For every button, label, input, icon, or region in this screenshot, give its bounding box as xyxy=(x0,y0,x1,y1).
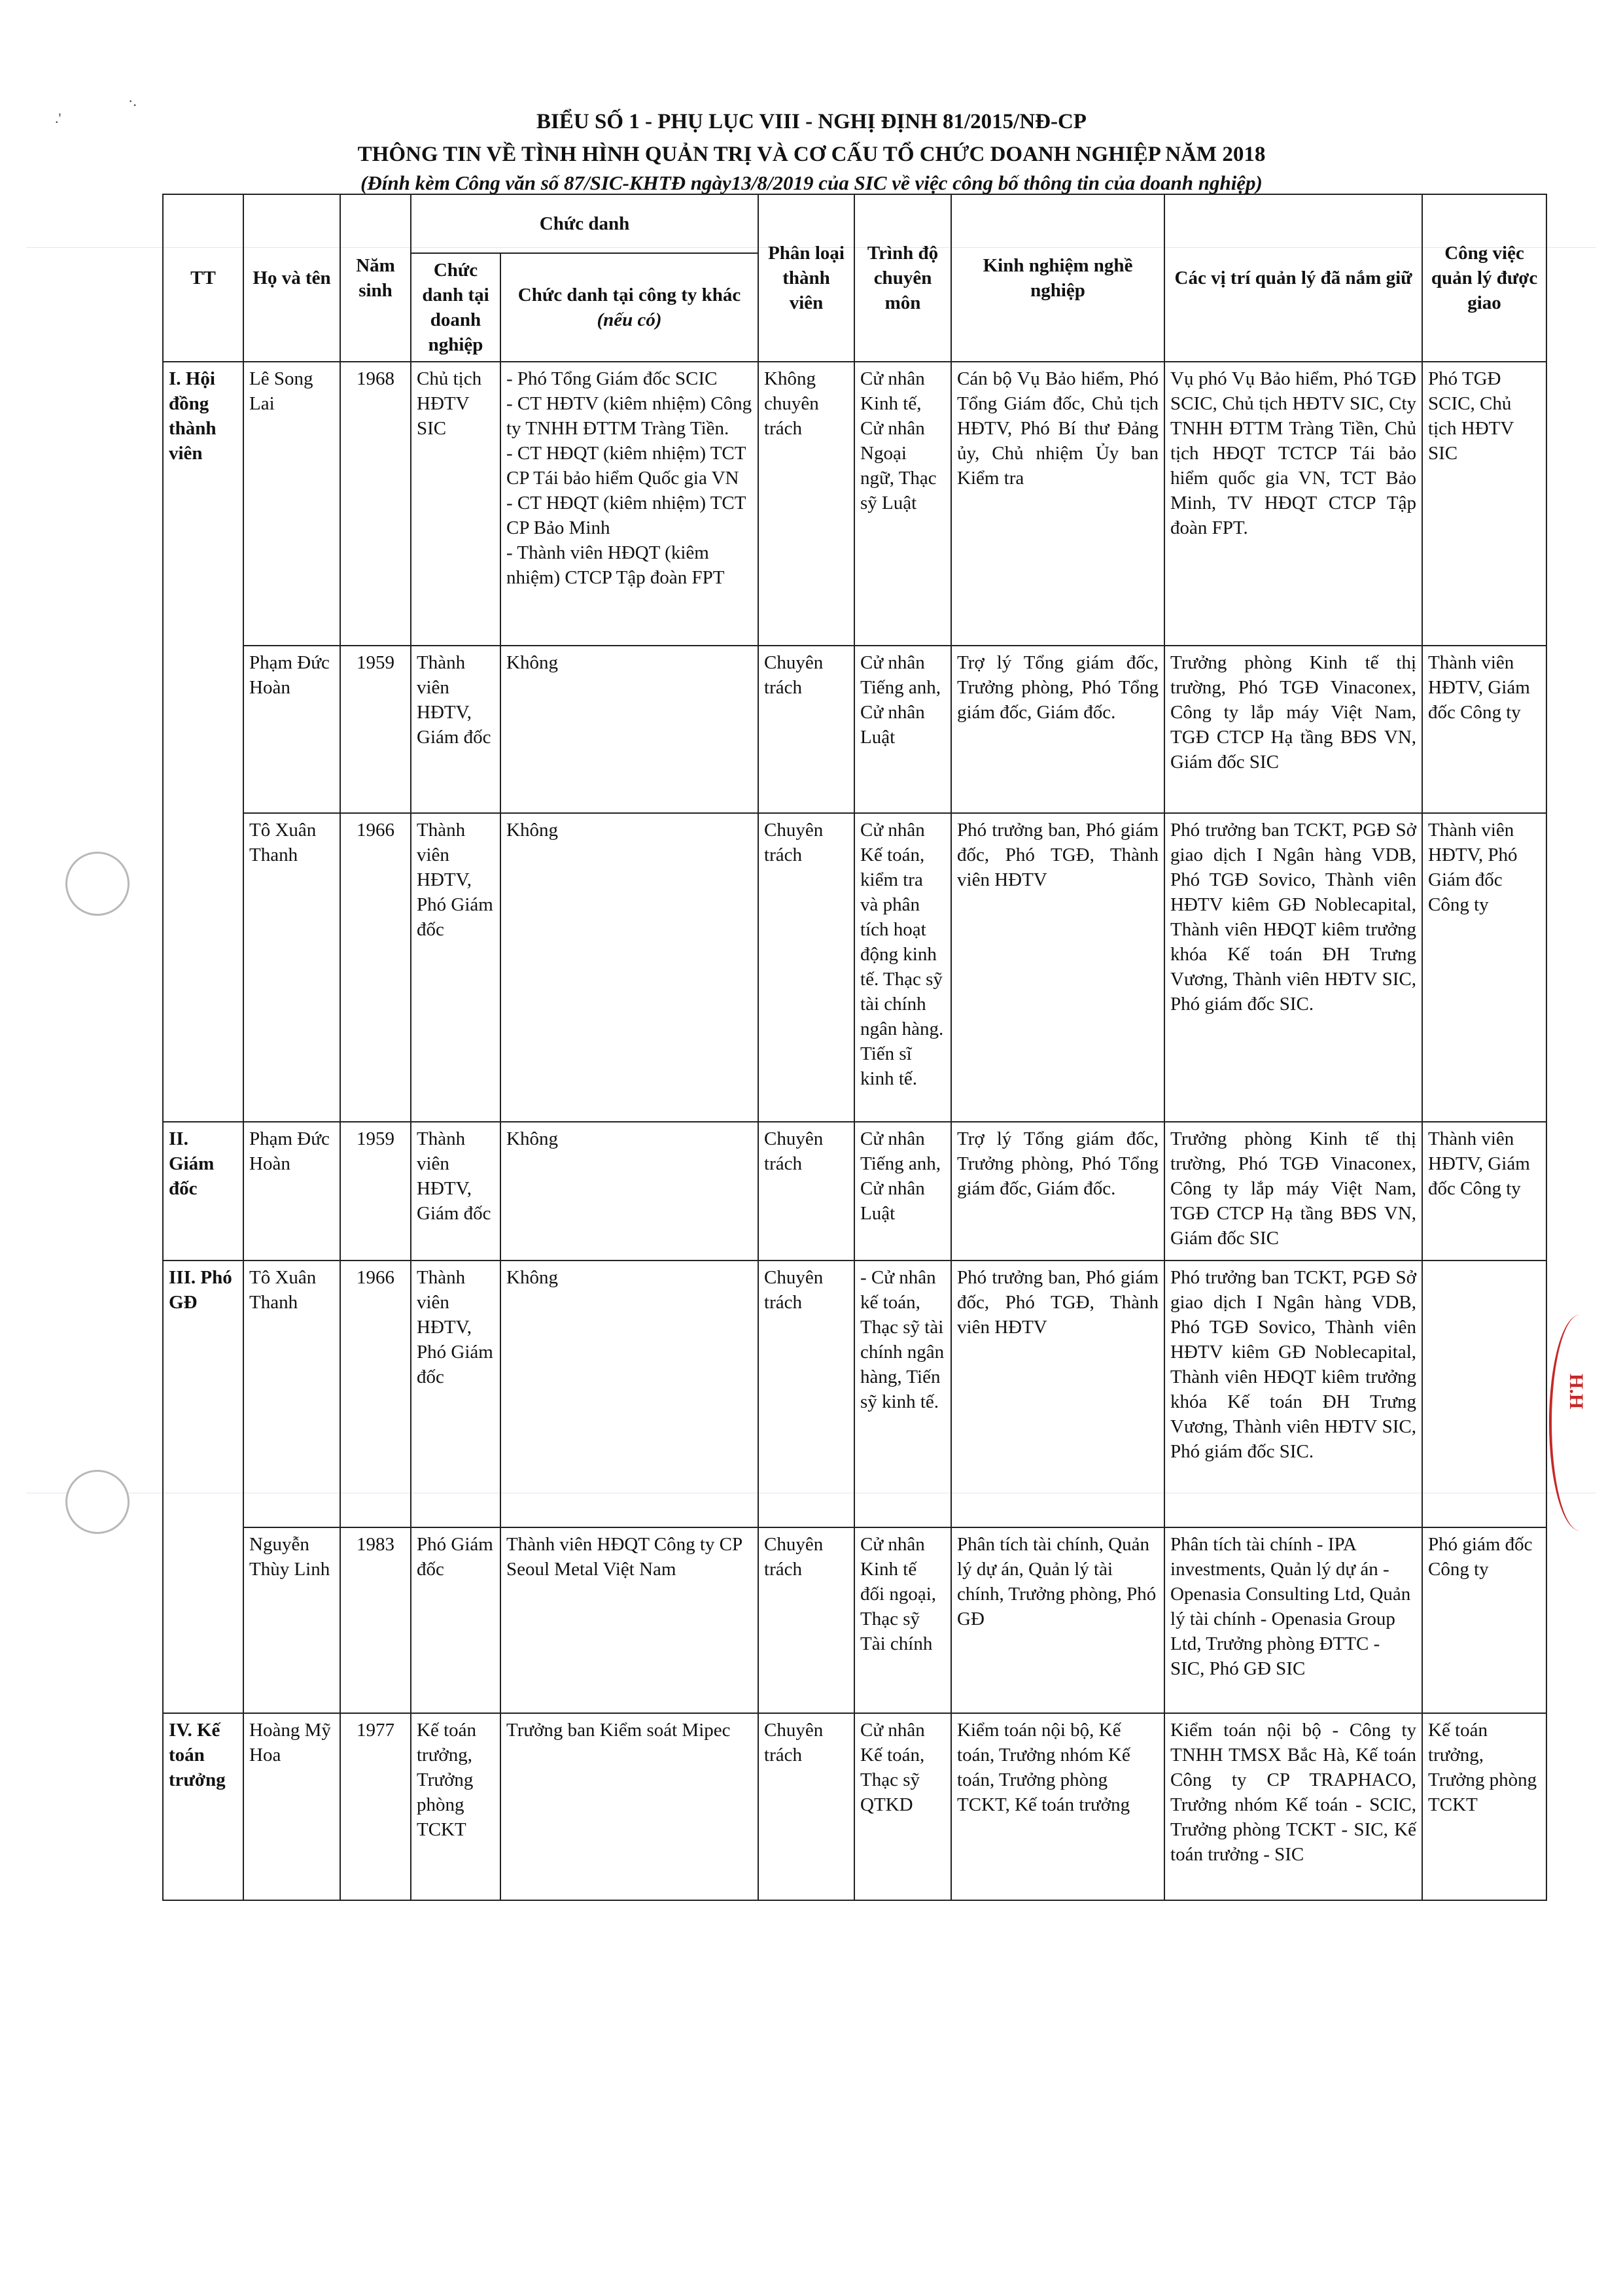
cell-positions-held: Vụ phó Vụ Bảo hiểm, Phó TGĐ SCIC, Chủ tịch HĐTV SIC, Cty TNHH ĐTTM Tràng Tiền, Chủ tịch HĐQT TCTCP Tái bảo hiểm quốc gia VN, TCT Bảo Minh, TV HĐQT CTCP Tập đoàn FPT. xyxy=(1164,362,1422,646)
cell-title-company: Kế toán trưởng, Trưởng phòng TCKT xyxy=(411,1713,500,1900)
cell-assigned-work: Kế toán trưởng, Trưởng phòng TCKT xyxy=(1422,1713,1546,1900)
table-row xyxy=(163,362,1546,646)
cell-assigned-work: Phó giám đốc Công ty xyxy=(1422,1527,1546,1713)
cell-assigned-work xyxy=(1422,1261,1546,1527)
cell-experience: Phó trưởng ban, Phó giám đốc, Phó TGĐ, Thành viên HĐTV xyxy=(951,813,1164,1122)
cell-title-company: Thành viên HĐTV, Phó Giám đốc xyxy=(411,1261,500,1527)
red-seal-stamp xyxy=(1549,1315,1611,1531)
group-label: I. Hội đồng thành viên xyxy=(163,362,243,1122)
cell-year: 1966 xyxy=(340,1261,411,1527)
cell-positions-held: Phó trưởng ban TCKT, PGĐ Sở giao dịch I Ngân hàng VDB, Phó TGĐ Sovico, Thành viên HĐTV kiêm GĐ Noblecapital, Thành viên HĐQT kiêm trưởng khóa Kế toán ĐH Trưng Vương, Thành viên HĐTV SIC, Phó giám đốc SIC. xyxy=(1164,1261,1422,1527)
header-title-company: Chức danh tại doanh nghiệp xyxy=(411,253,500,362)
cell-member-type: Chuyên trách xyxy=(758,813,854,1122)
cell-experience: Kiểm toán nội bộ, Kế toán, Trưởng nhóm Kế toán, Trưởng phòng TCKT, Kế toán trưởng xyxy=(951,1713,1164,1900)
cell-positions-held: Phân tích tài chính - IPA investments, Quản lý dự án - Openasia Consulting Ltd, Quản lý tài chính - Openasia Group Ltd, Trưởng phòng ĐTTC - SIC, Phó GĐ SIC xyxy=(1164,1527,1422,1713)
cell-title-other: Không xyxy=(500,646,758,813)
table-row xyxy=(163,813,1546,1122)
document-subtitle: (Đính kèm Công văn số 87/SIC-KHTĐ ngày13/8/2019 của SIC về việc công bố thông tin của doanh nghiệp) xyxy=(360,171,1263,194)
group-label: II. Giám đốc xyxy=(163,1122,243,1261)
table-row xyxy=(163,646,1546,813)
header-title-other xyxy=(500,253,758,362)
header-title-group: Chức danh xyxy=(411,194,758,253)
cell-positions-held: Phó trưởng ban TCKT, PGĐ Sở giao dịch I Ngân hàng VDB, Phó TGĐ Sovico, Thành viên HĐTV kiêm GĐ Noblecapital, Thành viên HĐQT kiêm trưởng khóa Kế toán ĐH Trưng Vương, Thành viên HĐTV SIC, Phó giám đốc SIC. xyxy=(1164,813,1422,1122)
document-title: BIỂU SỐ 1 - PHỤ LỤC VIII - NGHỊ ĐỊNH 81/2015/NĐ-CP xyxy=(536,110,1087,133)
cell-title-company: Thành viên HĐTV, Phó Giám đốc xyxy=(411,813,500,1122)
cell-positions-held: Kiểm toán nội bộ - Công ty TNHH TMSX Bắc Hà, Kế toán Công ty CP TRAPHACO, Trưởng nhóm Kế toán - SCIC, Trưởng phòng TCKT - SIC, Kế toán trưởng - SIC xyxy=(1164,1713,1422,1900)
cell-assigned-work: Thành viên HĐTV, Phó Giám đốc Công ty xyxy=(1422,813,1546,1122)
cell-name: Tô Xuân Thanh xyxy=(243,813,340,1122)
cell-experience: Trợ lý Tổng giám đốc, Trưởng phòng, Phó Tổng giám đốc, Giám đốc. xyxy=(951,646,1164,813)
cell-title-other: - Phó Tổng Giám đốc SCIC - CT HĐTV (kiêm nhiệm) Công ty TNHH ĐTTM Tràng Tiền. - CT HĐQT (kiêm nhiệm) TCT CP Tái bảo hiểm Quốc gia VN - CT HĐQT (kiêm nhiệm) TCT CP Bảo Minh - Thành viên HĐQT (kiêm nhiệm) CTCP Tập đoàn FPT xyxy=(500,362,758,646)
scan-speck: .' xyxy=(55,110,61,126)
header-experience: Kinh nghiệm nghề nghiệp xyxy=(951,194,1164,362)
document-heading: THÔNG TIN VỀ TÌNH HÌNH QUẢN TRỊ VÀ CƠ CẤU TỔ CHỨC DOANH NGHIỆP NĂM 2018 xyxy=(357,143,1266,166)
cell-education: Cử nhân Kế toán, kiểm tra và phân tích hoạt động kinh tế. Thạc sỹ tài chính ngân hàng. Tiến sĩ kinh tế. xyxy=(854,813,951,1122)
cell-title-company: Chủ tịch HĐTV SIC xyxy=(411,362,500,646)
cell-positions-held: Trưởng phòng Kinh tế thị trường, Phó TGĐ Vinaconex, Công ty lắp máy Việt Nam, TGĐ CTCP Hạ tầng BĐS VN, Giám đốc SIC xyxy=(1164,1122,1422,1261)
cell-member-type: Chuyên trách xyxy=(758,1527,854,1713)
punch-hole xyxy=(65,852,130,916)
cell-year: 1968 xyxy=(340,362,411,646)
cell-education: Cử nhân Tiếng anh, Cử nhân Luật xyxy=(854,646,951,813)
cell-title-company: Phó Giám đốc xyxy=(411,1527,500,1713)
cell-name: Phạm Đức Hoàn xyxy=(243,646,340,813)
header-education: Trình độ chuyên môn xyxy=(854,194,951,362)
header-assigned-work: Công việc quản lý được giao xyxy=(1422,194,1546,362)
table-row xyxy=(163,1713,1546,1900)
cell-member-type: Không chuyên trách xyxy=(758,362,854,646)
cell-year: 1983 xyxy=(340,1527,411,1713)
scan-speck: ·. xyxy=(128,93,137,109)
cell-education: Cử nhân Kế toán, Thạc sỹ QTKD xyxy=(854,1713,951,1900)
table-row xyxy=(163,1527,1546,1713)
red-seal-stamp-text: H.H xyxy=(1565,1374,1587,1410)
cell-name: Hoàng Mỹ Hoa xyxy=(243,1713,340,1900)
header-positions-held: Các vị trí quản lý đã nắm giữ xyxy=(1164,194,1422,362)
cell-year: 1959 xyxy=(340,646,411,813)
cell-assigned-work: Phó TGĐ SCIC, Chủ tịch HĐTV SIC xyxy=(1422,362,1546,646)
cell-assigned-work: Thành viên HĐTV, Giám đốc Công ty xyxy=(1422,646,1546,813)
header-title-other-note: (nếu có) xyxy=(597,309,662,330)
cell-experience: Cán bộ Vụ Bảo hiểm, Phó Tổng Giám đốc, Chủ tịch HĐTV, Phó Bí thư Đảng ủy, Chủ nhiệm Ủy ban Kiểm tra xyxy=(951,362,1164,646)
table-row xyxy=(163,1261,1546,1527)
cell-education: Cử nhân Kinh tế, Cử nhân Ngoại ngữ, Thạc sỹ Luật xyxy=(854,362,951,646)
cell-member-type: Chuyên trách xyxy=(758,1122,854,1261)
cell-education: - Cử nhân kế toán, Thạc sỹ tài chính ngân hàng, Tiến sỹ kinh tế. xyxy=(854,1261,951,1527)
cell-assigned-work: Thành viên HĐTV, Giám đốc Công ty xyxy=(1422,1122,1546,1261)
cell-experience: Trợ lý Tổng giám đốc, Trưởng phòng, Phó Tổng giám đốc, Giám đốc. xyxy=(951,1122,1164,1261)
cell-positions-held: Trưởng phòng Kinh tế thị trường, Phó TGĐ Vinaconex, Công ty lắp máy Việt Nam, TGĐ CTCP Hạ tầng BĐS VN, Giám đốc SIC xyxy=(1164,646,1422,813)
header-member-type: Phân loại thành viên xyxy=(758,194,854,362)
cell-title-other: Không xyxy=(500,1122,758,1261)
header-year: Năm sinh xyxy=(340,194,411,362)
cell-education: Cử nhân Kinh tế đối ngoại, Thạc sỹ Tài chính xyxy=(854,1527,951,1713)
table-row xyxy=(163,1122,1546,1261)
cell-title-other: Trưởng ban Kiểm soát Mipec xyxy=(500,1713,758,1900)
cell-name: Lê Song Lai xyxy=(243,362,340,646)
cell-title-company: Thành viên HĐTV, Giám đốc xyxy=(411,646,500,813)
cell-member-type: Chuyên trách xyxy=(758,1261,854,1527)
cell-title-other: Không xyxy=(500,813,758,1122)
cell-title-other: Thành viên HĐQT Công ty CP Seoul Metal Việt Nam xyxy=(500,1527,758,1713)
cell-year: 1966 xyxy=(340,813,411,1122)
cell-year: 1977 xyxy=(340,1713,411,1900)
cell-member-type: Chuyên trách xyxy=(758,1713,854,1900)
header-tt: TT xyxy=(163,194,243,362)
cell-title-company: Thành viên HĐTV, Giám đốc xyxy=(411,1122,500,1261)
cell-title-other: Không xyxy=(500,1261,758,1527)
cell-name: Phạm Đức Hoàn xyxy=(243,1122,340,1261)
cell-name: Nguyễn Thùy Linh xyxy=(243,1527,340,1713)
group-label: III. Phó GĐ xyxy=(163,1261,243,1713)
cell-education: Cử nhân Tiếng anh, Cử nhân Luật xyxy=(854,1122,951,1261)
cell-experience: Phân tích tài chính, Quản lý dự án, Quản lý tài chính, Trưởng phòng, Phó GĐ xyxy=(951,1527,1164,1713)
header-title-other-label: Chức danh tại công ty khác xyxy=(517,285,741,305)
cell-year: 1959 xyxy=(340,1122,411,1261)
group-label: IV. Kế toán trưởng xyxy=(163,1713,243,1900)
punch-hole xyxy=(65,1470,130,1534)
cell-name: Tô Xuân Thanh xyxy=(243,1261,340,1527)
header-name: Họ và tên xyxy=(243,194,340,362)
cell-experience: Phó trưởng ban, Phó giám đốc, Phó TGĐ, Thành viên HĐTV xyxy=(951,1261,1164,1527)
governance-table xyxy=(162,194,1547,1901)
cell-member-type: Chuyên trách xyxy=(758,646,854,813)
